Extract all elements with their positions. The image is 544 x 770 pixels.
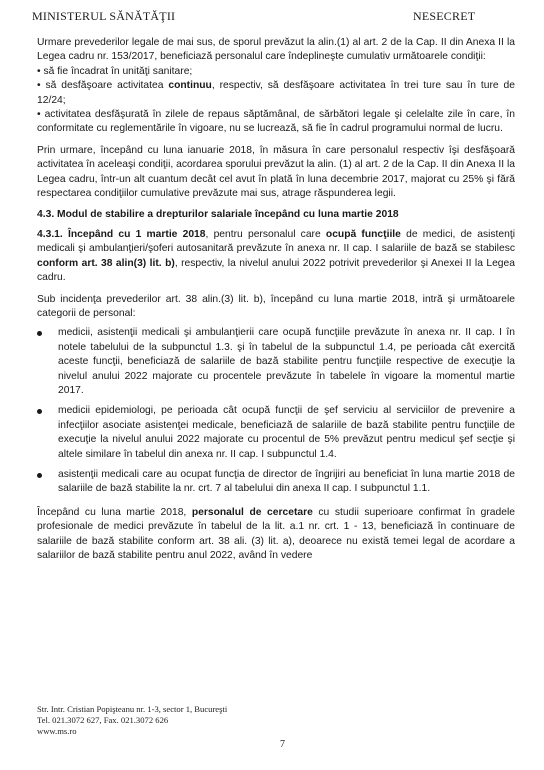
- paragraph-number: 4.3.1.: [37, 228, 68, 240]
- section-heading: 4.3. Modul de stabilire a drepturilor salariale începând cu luna martie 2018: [37, 209, 399, 221]
- header-ministry-name: MINISTERUL SĂNĂTĂŢII: [32, 9, 176, 23]
- condition-text: , respectiv, să desfăşoare activitatea în trei ture sau în ture de 12/24;: [37, 80, 515, 106]
- paragraph-4-3-1: [37, 228, 515, 286]
- list-item-text: asistenţii medicali care au ocupat funcţia de director de îngrijiri au beneficiat în luna martie 2018 de salariile de bază stabilite la nr. crt. 7 al tabelului din anexa II cap. I subpunctul 1.1.: [58, 468, 515, 495]
- footer-phone: Tel. 021.3072 627, Fax. 021.3072 626: [37, 715, 169, 725]
- header-classification: NESECRET: [413, 9, 476, 23]
- footer-website: www.ms.ro: [37, 726, 77, 736]
- consequence-paragraph: Prin urmare, începând cu luna ianuarie 2018, în măsura în care personalul respectiv îşi desfăşoară activitatea în aceleaşi condiţii, acordarea sporului prevăzut la alin. (1) al art. 2 de la Cap. II din Anexa II la Legea cadru, într-un alt cuantum decât cel avut în plată în luna decembrie 2017, majorat cu 25% şi fără respectarea condiţiilor cumulative prevăzute mai sus, atrage răspunderea legii.: [37, 144, 515, 200]
- paragraph-text: , pentru personalul care: [205, 228, 326, 240]
- conditions-list: [37, 65, 515, 137]
- bullet-icon: [37, 473, 42, 478]
- condition-text: • să desfăşoare activitatea: [37, 80, 169, 92]
- list-item-text: medicii, asistenţii medicali şi ambulanţierii care ocupă funcţiile prevăzute în anexa nr. II cap. I în notele tabelului de la subpunctul 1.3. şi în tabelul de la subpunctul 1.4, pe perioada cât exercită aceste funcţii, beneficiază de salariile de bază stabilite pentru funcţiile respective de execuţie la nivelul anului 2022 majorate cu procentele prevăzute în tabelele în vigoare la momentul martie 2017.: [58, 327, 515, 396]
- condition-item: [37, 79, 515, 108]
- emphasis-article: conform art. 38 alin(3) lit. b): [37, 257, 175, 269]
- list-item: [37, 404, 515, 462]
- emphasis-functions: ocupă funcţiile: [325, 228, 401, 240]
- document-body: [37, 36, 515, 563]
- list-item: [37, 326, 515, 398]
- footer-address: Str. Intr. Cristian Popişteanu nr. 1-3, sector 1, Bucureşti: [37, 704, 228, 714]
- paragraph-text: de medici, de asistenţi medicali şi ambulanţieri/şoferi autosanitară prevăzute în anexa nr. II cap. I salariile de bază se stabilesc: [37, 228, 515, 255]
- research-personnel-paragraph: [37, 506, 515, 564]
- condition-item: • să fie încadrat în unităţi sanitare;: [37, 65, 193, 77]
- paragraph-text: , respectiv, la nivelul anului 2022 potrivit prevederilor şi Anexei II la Legea cadru.: [37, 257, 515, 284]
- categories-list: [37, 326, 515, 496]
- emphasis-research: personalul de cercetare: [191, 506, 313, 518]
- categories-intro: Sub incidenţa prevederilor art. 38 alin.(3) lit. b), începând cu luna martie 2018, intră şi următoarele categorii de personal:: [37, 293, 515, 319]
- footer-contact: [37, 704, 227, 737]
- list-item: [37, 468, 515, 497]
- condition-emphasis: continuu: [168, 80, 212, 92]
- intro-paragraph: Urmare prevederilor legale de mai sus, de sporul prevăzut la alin.(1) al art. 2 de la Cap. II din Anexa II la Legea cadru nr. 153/2017, beneficiază personalul care îndeplineşte cumulativ următoarele condiţii:: [37, 37, 515, 63]
- condition-item: • activitatea desfăşurată în zilele de repaus săptămânal, de sărbători legale şi celelalte zile în care, în conformitate cu reglementările în vigoare, nu se lucrează, să fie în cadrul programului normal de lucru.: [37, 109, 515, 135]
- paragraph-text: cu studii superioare confirmat în gradele profesionale de medici prevăzute în tabelul de la lit. a.1 nr. crt. 1 - 13, beneficiază în continuare de salariile de bază stabilite conform art. 38 ali. (3) lit. a), deoarece nu există temei legal de acordare a salariilor de bază stabilite pentru anul 2022, având în vedere: [37, 506, 515, 561]
- bullet-icon: [37, 331, 42, 336]
- bullet-icon: [37, 409, 42, 414]
- list-item-text: medicii epidemiologi, pe perioada cât ocupă funcţii de şef serviciu al serviciilor de prevenire a infecţiilor asociate asistenţei medicale, beneficiază de salariile de bază stabilite pentru funcţiile de execuţie la nivelul anului 2022 majorate cu procentul de 5% prevăzut pentru medicul şef secţie şi altele similare în tabelul din anexa nr. II cap. I subpunctul 1.4.: [58, 405, 515, 460]
- page-number: 7: [280, 739, 285, 750]
- paragraph-text: Începând cu luna martie 2018,: [37, 506, 192, 518]
- emphasis-date: Începând cu 1 martie 2018: [67, 228, 206, 240]
